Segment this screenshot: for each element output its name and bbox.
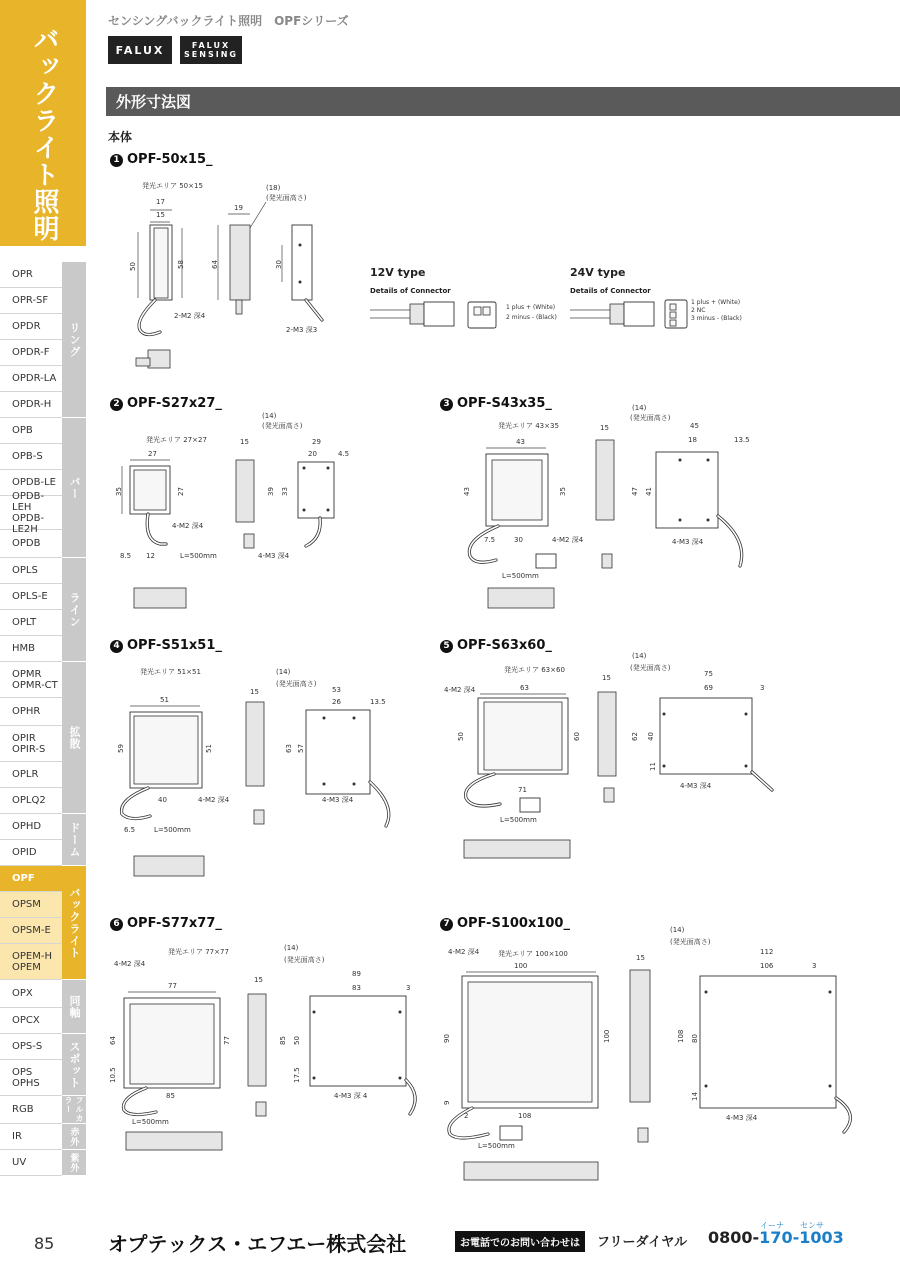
drawing-opf-s77x77 (109, 944, 415, 1150)
svg-text:63: 63 (520, 684, 529, 692)
svg-text:57: 57 (297, 744, 305, 753)
sidebar-item-uv[interactable]: UV (0, 1150, 62, 1176)
sidebar-item-oplq2[interactable]: OPLQ2 (0, 788, 62, 814)
sidebar-item-ir[interactable]: IR (0, 1124, 62, 1150)
sidebar-item-opdr-f[interactable]: OPDR-F (0, 340, 62, 366)
dimension-drawings (100, 170, 900, 1210)
svg-text:(14): (14) (284, 944, 299, 952)
svg-text:(14): (14) (670, 926, 685, 934)
contact-label: お電話でのお問い合わせは (455, 1231, 585, 1252)
svg-text:4-M3 深4: 4-M3 深4 (258, 552, 290, 560)
svg-text:7.5: 7.5 (484, 536, 496, 544)
connector-24v-subtitle: Details of Connector (570, 287, 651, 295)
connector-24v-pin3: 3 minus - (Black) (691, 315, 742, 322)
svg-text:89: 89 (352, 970, 361, 978)
svg-text:26: 26 (332, 698, 341, 706)
svg-text:33: 33 (281, 487, 289, 496)
freedial-label: フリーダイヤル (597, 1235, 688, 1250)
svg-text:43: 43 (516, 438, 525, 446)
svg-text:108: 108 (677, 1029, 685, 1043)
connector-24v-title: 24V type (570, 266, 626, 279)
sidebar-item-opdr-h[interactable]: OPDR-H (0, 392, 62, 418)
group-label: 紫外 (68, 1152, 79, 1173)
connector-12v-pin2: 2 minus - (Black) (506, 314, 557, 321)
svg-text:35: 35 (115, 487, 123, 496)
group-label: 拡散 (68, 725, 81, 750)
svg-text:27: 27 (148, 450, 157, 458)
svg-text:15: 15 (254, 976, 263, 984)
connector-12v-subtitle: Details of Connector (370, 287, 451, 295)
svg-text:(14): (14) (632, 652, 647, 660)
group-label: フルカラー (64, 1096, 84, 1123)
svg-text:20: 20 (308, 450, 317, 458)
svg-text:50: 50 (293, 1036, 301, 1045)
svg-text:30: 30 (514, 536, 523, 544)
group-ring[interactable] (62, 262, 86, 418)
sidebar-item-ops-s[interactable]: OPS-S (0, 1034, 62, 1060)
model-name: OPF-S43x35_ (457, 396, 552, 411)
model-number-badge: 2 (110, 398, 123, 411)
svg-text:51: 51 (160, 696, 169, 704)
svg-text:発光エリア 63×60: 発光エリア 63×60 (504, 666, 565, 674)
drawing-opf-s63x60 (444, 652, 772, 858)
svg-text:80: 80 (691, 1034, 699, 1043)
group-line[interactable] (62, 558, 86, 662)
sub-label: 本体 (108, 130, 133, 144)
svg-text:39: 39 (267, 487, 275, 496)
svg-text:83: 83 (352, 984, 361, 992)
svg-text:69: 69 (704, 684, 713, 692)
falux-logo: FALUX (108, 36, 172, 64)
falux-sensing-logo: FALUX SENSING (180, 36, 242, 64)
svg-text:58: 58 (177, 260, 185, 269)
sidebar-item-ops[interactable]: OPS OPHS (0, 1060, 62, 1096)
connector-12v-title: 12V type (370, 266, 426, 279)
svg-text:47: 47 (631, 487, 639, 496)
svg-text:4-M2 深4: 4-M2 深4 (198, 796, 230, 804)
series-title: センシングバックライト照明 OPFシリーズ (108, 14, 349, 28)
group-label: ライン (68, 591, 81, 628)
phone-part: 170 (759, 1228, 793, 1247)
group-label: ドーム (68, 821, 81, 858)
sidebar-item-ophr[interactable]: OPHR (0, 698, 62, 726)
svg-text:9: 9 (443, 1100, 451, 1105)
group-dome[interactable] (62, 814, 86, 866)
svg-text:4-M2 深4: 4-M2 深4 (172, 522, 204, 530)
sidebar-category-title (0, 0, 86, 246)
sidebar-item-opb-s[interactable]: OPB-S (0, 444, 62, 470)
svg-text:L=500mm: L=500mm (180, 552, 217, 560)
svg-text:4-M2 深4: 4-M2 深4 (448, 948, 480, 956)
sidebar-item-oplr[interactable]: OPLR (0, 762, 62, 788)
sidebar-item-opf[interactable]: OPF (0, 866, 62, 892)
svg-text:2: 2 (464, 1112, 469, 1120)
sidebar-item-opid[interactable]: OPID (0, 840, 62, 866)
group-diffuse[interactable] (62, 662, 86, 814)
group-spot[interactable] (62, 1034, 86, 1096)
model-name: OPF-S100x100_ (457, 916, 570, 931)
svg-text:90: 90 (443, 1034, 451, 1043)
sidebar-item-opls[interactable]: OPLS (0, 558, 62, 584)
svg-text:(発光面高さ): (発光面高さ) (630, 664, 671, 672)
group-label: スポット (68, 1040, 81, 1089)
svg-text:62: 62 (631, 732, 639, 741)
model-name: OPF-50x15_ (127, 152, 213, 167)
sidebar-item-opr-sf[interactable]: OPR-SF (0, 288, 62, 314)
sidebar-item-opem-h[interactable]: OPEM-H OPEM (0, 944, 62, 980)
svg-text:77: 77 (168, 982, 177, 990)
sidebar-item-opir[interactable]: OPIR OPIR-S (0, 726, 62, 762)
model-number-badge: 4 (110, 640, 123, 653)
svg-text:6.5: 6.5 (124, 826, 136, 834)
svg-text:29: 29 (312, 438, 321, 446)
svg-text:L=500mm: L=500mm (154, 826, 191, 834)
group-label: バックライト (68, 886, 81, 959)
svg-text:45: 45 (690, 422, 699, 430)
model-name: OPF-S27x27_ (127, 396, 222, 411)
svg-text:15: 15 (240, 438, 249, 446)
svg-text:64: 64 (211, 260, 219, 269)
drawing-opf-50x15 (129, 181, 322, 368)
svg-text:100: 100 (514, 962, 528, 970)
svg-text:14: 14 (691, 1092, 699, 1101)
phone-number[interactable] (708, 1228, 844, 1247)
svg-text:106: 106 (760, 962, 774, 970)
svg-text:15: 15 (250, 688, 259, 696)
svg-text:4-M2 深4: 4-M2 深4 (552, 536, 584, 544)
svg-text:発光エリア 27×27: 発光エリア 27×27 (146, 436, 207, 444)
svg-text:(発光面高さ): (発光面高さ) (262, 422, 303, 430)
phone-part: 1003 (799, 1228, 844, 1247)
drawing-opf-s100x100 (443, 926, 850, 1180)
phone-ruby-1: イーナ (760, 1221, 784, 1230)
svg-text:4-M3 深4: 4-M3 深4 (680, 782, 712, 790)
sidebar-item-rgb[interactable]: RGB (0, 1096, 62, 1124)
svg-text:18: 18 (688, 436, 697, 444)
connector-12v-drawing (370, 302, 496, 328)
model-number-badge: 1 (110, 154, 123, 167)
section-title: 外形寸法図 (116, 93, 192, 111)
sidebar-item-opsm[interactable]: OPSM (0, 892, 62, 918)
svg-text:13.5: 13.5 (370, 698, 386, 706)
model-number-badge: 6 (110, 918, 123, 931)
svg-text:15: 15 (602, 674, 611, 682)
svg-text:71: 71 (518, 786, 527, 794)
svg-text:3: 3 (812, 962, 817, 970)
svg-text:13.5: 13.5 (734, 436, 750, 444)
svg-text:50: 50 (129, 262, 137, 271)
svg-text:発光エリア 43×35: 発光エリア 43×35 (498, 422, 559, 430)
phone-part: 0800- (708, 1228, 760, 1247)
svg-text:15: 15 (156, 211, 165, 219)
sidebar-item-opdb[interactable]: OPDB (0, 530, 62, 558)
sidebar-item-opdr-la[interactable]: OPDR-LA (0, 366, 62, 392)
drawing-opf-s51x51 (117, 667, 389, 876)
svg-text:(発光面高さ): (発光面高さ) (630, 414, 671, 422)
sidebar-item-opdb-le[interactable]: OPDB-LE (0, 470, 62, 496)
svg-text:64: 64 (109, 1036, 117, 1045)
svg-text:4-M3 深 4: 4-M3 深 4 (334, 1092, 368, 1100)
sidebar-item-oplt[interactable]: OPLT (0, 610, 62, 636)
company-name: オプテックス・エフエー株式会社 (108, 1232, 407, 1256)
group-ultraviolet[interactable] (62, 1150, 86, 1176)
sidebar-item-opsm-e[interactable]: OPSM-E (0, 918, 62, 944)
connector-24v-drawing (570, 300, 687, 328)
svg-text:(14): (14) (262, 412, 277, 420)
svg-text:60: 60 (573, 732, 581, 741)
connector-12v-pin1: 1 plus + (White) (506, 304, 556, 311)
svg-text:発光エリア 77×77: 発光エリア 77×77 (168, 948, 229, 956)
svg-text:51: 51 (205, 744, 213, 753)
sidebar-item-opcx[interactable]: OPCX (0, 1008, 62, 1034)
sidebar-item-opx[interactable]: OPX (0, 980, 62, 1008)
svg-text:112: 112 (760, 948, 774, 956)
svg-text:77: 77 (223, 1036, 231, 1045)
svg-text:40: 40 (647, 732, 655, 741)
svg-text:4-M3 深4: 4-M3 深4 (322, 796, 354, 804)
svg-text:11: 11 (649, 762, 657, 771)
phone-part: - (792, 1228, 800, 1247)
svg-text:(18): (18) (266, 184, 281, 192)
svg-text:59: 59 (117, 744, 125, 753)
svg-text:15: 15 (600, 424, 609, 432)
svg-text:75: 75 (704, 670, 713, 678)
svg-text:発光エリア 100×100: 発光エリア 100×100 (498, 950, 568, 958)
svg-text:8.5: 8.5 (120, 552, 132, 560)
svg-text:108: 108 (518, 1112, 532, 1120)
sidebar-item-opls-e[interactable]: OPLS-E (0, 584, 62, 610)
model-number-badge: 3 (440, 398, 453, 411)
model-name: OPF-S77x77_ (127, 916, 222, 931)
sidebar-title-text: バックライト照明 (29, 26, 59, 242)
drawing-opf-s43x35 (463, 404, 750, 608)
svg-text:3: 3 (760, 684, 765, 692)
svg-text:12: 12 (146, 552, 155, 560)
group-label: リング (68, 321, 81, 358)
connector-24v-pin1: 1 plus + (White) (691, 299, 741, 306)
svg-text:100: 100 (603, 1029, 611, 1043)
svg-text:L=500mm: L=500mm (478, 1142, 515, 1150)
svg-text:L=500mm: L=500mm (502, 572, 539, 580)
model-name: OPF-S51x51_ (127, 638, 222, 653)
svg-text:41: 41 (645, 487, 653, 496)
sidebar-item-opdb-leh[interactable]: OPDB-LEH OPDB-LE2H (0, 496, 62, 530)
section-title-bar (106, 87, 900, 116)
svg-text:43: 43 (463, 487, 471, 496)
group-label: バー (68, 475, 81, 500)
svg-text:30: 30 (275, 260, 283, 269)
sidebar-item-ophd[interactable]: OPHD (0, 814, 62, 840)
svg-text:63: 63 (285, 744, 293, 753)
svg-text:発光エリア 51×51: 発光エリア 51×51 (140, 668, 201, 676)
group-infrared[interactable] (62, 1124, 86, 1150)
model-number-badge: 5 (440, 640, 453, 653)
group-coaxial[interactable] (62, 980, 86, 1034)
svg-text:4-M3 深4: 4-M3 深4 (726, 1114, 758, 1122)
svg-text:15: 15 (636, 954, 645, 962)
svg-text:53: 53 (332, 686, 341, 694)
svg-text:35: 35 (559, 487, 567, 496)
model-name: OPF-S63x60_ (457, 638, 552, 653)
group-fullcolor[interactable] (62, 1096, 86, 1124)
svg-text:(発光面高さ): (発光面高さ) (670, 938, 711, 946)
sidebar-item-opdr[interactable]: OPDR (0, 314, 62, 340)
page-number: 85 (34, 1234, 55, 1253)
svg-text:50: 50 (457, 732, 465, 741)
svg-text:10.5: 10.5 (109, 1067, 117, 1083)
svg-text:17: 17 (156, 198, 165, 206)
svg-text:発光エリア 50×15: 発光エリア 50×15 (142, 182, 203, 190)
svg-text:85: 85 (279, 1036, 287, 1045)
svg-text:4.5: 4.5 (338, 450, 350, 458)
svg-text:(14): (14) (632, 404, 647, 412)
svg-text:3: 3 (406, 984, 411, 992)
sidebar-nav (0, 262, 86, 1178)
svg-text:L=500mm: L=500mm (500, 816, 537, 824)
group-bar[interactable] (62, 418, 86, 558)
svg-text:19: 19 (234, 204, 243, 212)
svg-text:4-M3 深4: 4-M3 深4 (672, 538, 704, 546)
group-label: 同軸 (68, 994, 81, 1019)
svg-text:2-M3 深3: 2-M3 深3 (286, 326, 318, 334)
group-label: 赤外 (68, 1126, 79, 1147)
svg-text:(発光面高さ): (発光面高さ) (276, 680, 317, 688)
drawing-opf-s27x27 (115, 412, 349, 608)
svg-text:L=500mm: L=500mm (132, 1118, 169, 1126)
svg-text:(発光面高さ): (発光面高さ) (266, 194, 307, 202)
sidebar-item-opr[interactable]: OPR (0, 262, 62, 288)
svg-text:85: 85 (166, 1092, 175, 1100)
phone-ruby-2: センサ (800, 1221, 824, 1230)
sidebar-item-hmb[interactable]: HMB (0, 636, 62, 662)
svg-text:(14): (14) (276, 668, 291, 676)
svg-text:4-M2 深4: 4-M2 深4 (114, 960, 146, 968)
model-title-1 (110, 152, 213, 167)
sidebar-item-opmr[interactable]: OPMR OPMR-CT (0, 662, 62, 698)
svg-text:27: 27 (177, 487, 185, 496)
group-backlight[interactable] (62, 866, 86, 980)
model-number-badge: 7 (440, 918, 453, 931)
svg-text:4-M2 深4: 4-M2 深4 (444, 686, 476, 694)
svg-text:2-M2 深4: 2-M2 深4 (174, 312, 206, 320)
sidebar-item-opb[interactable]: OPB (0, 418, 62, 444)
svg-text:(発光面高さ): (発光面高さ) (284, 956, 325, 964)
connector-24v-pin2: 2 NC (691, 307, 706, 314)
svg-text:40: 40 (158, 796, 167, 804)
svg-text:17.5: 17.5 (293, 1067, 301, 1083)
